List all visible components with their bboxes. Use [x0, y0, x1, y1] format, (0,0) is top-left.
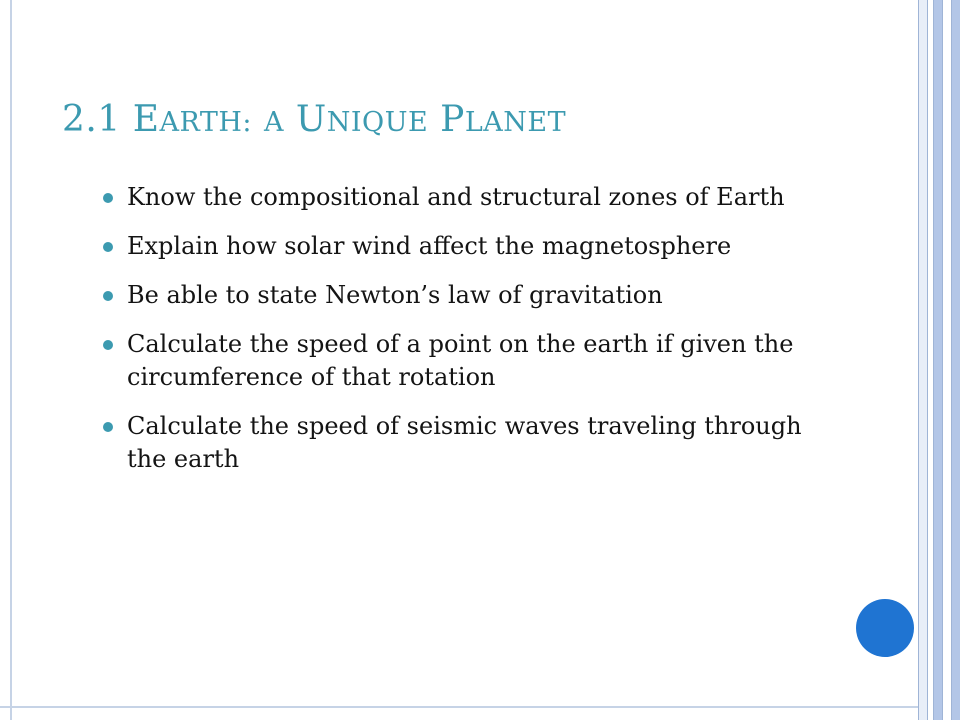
- title-number: 2.1: [62, 99, 121, 140]
- frame-bottom-line: [0, 706, 960, 708]
- bullet-item: [100, 181, 820, 214]
- bullet-dot-icon: [103, 291, 113, 301]
- band-stripe-light: [919, 0, 927, 720]
- band-stripe-medium: [952, 0, 960, 720]
- title-word: UNIQUE: [295, 99, 429, 140]
- band-stripe-medium: [934, 0, 942, 720]
- bullet-list: [100, 181, 820, 492]
- band-stripe-white: [943, 0, 951, 720]
- title-word: EARTH:: [132, 99, 253, 140]
- bullet-text: Know the compositional and structural zones of Earth: [127, 183, 785, 211]
- bullet-text: Calculate the speed of a point on the earth if given the circumference of that rotation: [127, 330, 794, 391]
- frame-left-line: [10, 0, 12, 720]
- title-word: PLANET: [440, 99, 567, 140]
- bullet-item: [100, 230, 820, 263]
- bullet-text: Calculate the speed of seismic waves traveling through the earth: [127, 412, 802, 473]
- bullet-dot-icon: [103, 193, 113, 203]
- bullet-item: [100, 279, 820, 312]
- bullet-dot-icon: [103, 340, 113, 350]
- bullet-text: Be able to state Newton’s law of gravitation: [127, 281, 663, 309]
- bullet-item: [100, 328, 820, 394]
- bullet-item: [100, 410, 820, 476]
- bullet-dot-icon: [103, 242, 113, 252]
- bullet-dot-icon: [103, 422, 113, 432]
- slide-title: [62, 98, 566, 145]
- bullet-text: Explain how solar wind affect the magnetosphere: [127, 232, 732, 260]
- title-word: A: [263, 107, 284, 138]
- accent-circle: [856, 599, 914, 657]
